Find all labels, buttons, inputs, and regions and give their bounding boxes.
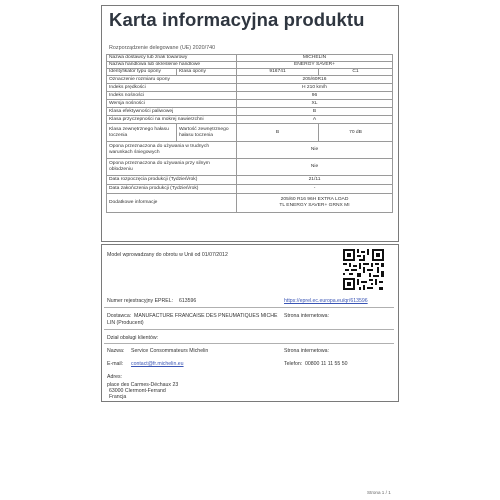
noise-class-label: Klasa zewnętrznego hałasu toczenia — [107, 124, 177, 142]
website2-label: Strona internetowa: — [284, 348, 329, 354]
eprel-link[interactable]: https://eprel.ec.europa.eu/qr/613596 — [284, 298, 368, 304]
supplier-value-line-1: MANUFACTURE FRANCAISE DES PNEUMATIQUES MICHE — [134, 313, 278, 319]
divider — [104, 329, 394, 330]
speed-value: H 210 km/h — [237, 84, 393, 92]
table-row — [107, 76, 393, 84]
size-label: Oznaczenie rozmiaru opony — [107, 76, 237, 84]
divider — [104, 307, 394, 308]
table-row — [107, 116, 393, 124]
load-label: Indeks nośności — [107, 92, 237, 100]
address-line-1: place des Carmes-Déchaux 23 — [107, 382, 179, 388]
speed-label: Indeks prędkości — [107, 84, 237, 92]
table-row — [107, 69, 393, 76]
table-row — [107, 194, 393, 213]
extra-info-value — [237, 194, 393, 213]
table-row — [107, 159, 393, 176]
tyre-class-value: C1 — [319, 69, 393, 76]
website-label: Strona internetowa: — [284, 313, 329, 319]
table-row — [107, 185, 393, 194]
wet-grip-label: Klasa przyczepności na mokrej nawierzchni — [107, 116, 237, 124]
load-version-label: Wersja nośności — [107, 100, 237, 108]
qr-code-icon[interactable] — [343, 249, 384, 290]
fuel-value: B — [237, 108, 393, 116]
snow-label: Opona przeznaczona do używania w trudnych warunkach śniegowych — [107, 142, 237, 159]
type-id-label: Identyfikator typu opony — [107, 69, 177, 76]
supplier-value: MICHELIN — [237, 55, 393, 62]
page-title: Karta informacyjna produktu — [109, 9, 365, 30]
regulation-label: Rozporządzenie delegowane (UE) 2020/740 — [109, 45, 216, 51]
address-line-2: 63000 Clermont-Ferrand — [109, 388, 166, 394]
service-header: Dział obsługi klientów: — [107, 335, 159, 341]
table-row — [107, 62, 393, 69]
noise-value: 70 dB — [319, 124, 393, 142]
extra-info-line-1: 205/60 R16 96H EXTRA LOAD — [280, 197, 349, 203]
table-row — [107, 55, 393, 62]
table-row — [107, 124, 393, 142]
size-value: 205/60R16 — [237, 76, 393, 84]
ice-value: Nie — [237, 159, 393, 176]
fuel-label: Klasa efektywności paliwowej — [107, 108, 237, 116]
address-label: Adres: — [107, 374, 122, 380]
type-id-value: 916741 — [237, 69, 319, 76]
wet-grip-value: A — [237, 116, 393, 124]
phone-value: 00800 11 11 55 50 — [305, 361, 348, 367]
table-row — [107, 84, 393, 92]
eprel-label: Numer rejestracyjny EPREL: — [107, 298, 174, 304]
snow-value: Nie — [237, 142, 393, 159]
prod-end-label: Data zakończenia produkcji (Tydzień/rok) — [107, 185, 237, 194]
supplier-value-line-2: LIN (Producent) — [107, 320, 144, 326]
tyre-class-label: Klasa opony — [177, 69, 237, 76]
load-value: 96 — [237, 92, 393, 100]
email-label: E-mail: — [107, 361, 124, 367]
page-number: Strona 1 / 1 — [367, 490, 391, 495]
extra-info-line-2: TL ENERGY SAVER+ GRNX MI — [279, 203, 350, 208]
trade-name-label: Nazwa handlowa lub określenie handlowe — [107, 62, 237, 69]
market-intro: Model wprowadzany do obrotu w Unii od 01/07/2012 — [107, 252, 228, 258]
load-version-value: XL — [237, 100, 393, 108]
service-name-value: Service Consommateurs Michelin — [131, 348, 209, 354]
email-link[interactable]: contact@fr.michelin.eu — [131, 361, 184, 367]
noise-class-value: B — [237, 124, 319, 142]
table-row — [107, 142, 393, 159]
ice-label: Opona przeznaczona do używania przy silnym oblodzeniu — [107, 159, 237, 176]
supplier-label: Nazwa dostawcy lub znak towarowy — [107, 55, 237, 62]
prod-start-value: 21/11 — [237, 176, 393, 185]
address-line-3: Francja — [109, 394, 127, 400]
noise-value-label: Wartość zewnętrznego hałasu toczenia — [177, 124, 237, 142]
prod-start-label: Data rozpoczęcia produkcji (Tydzień/rok) — [107, 176, 237, 185]
phone-label: Telefon: — [284, 361, 303, 367]
table-row — [107, 108, 393, 116]
spec-table — [106, 54, 393, 213]
table-row — [107, 92, 393, 100]
supplier-label: Dostawca: — [107, 313, 132, 319]
extra-info-label: Dodatkowe informacje — [107, 194, 237, 213]
prod-end-value: - — [237, 185, 393, 194]
table-row — [107, 176, 393, 185]
divider — [104, 343, 394, 344]
service-name-label: Nazwa: — [107, 348, 125, 354]
eprel-value: 613596 — [179, 298, 197, 304]
table-row — [107, 100, 393, 108]
trade-name-value: ENERGY SAVER+ — [237, 62, 393, 69]
